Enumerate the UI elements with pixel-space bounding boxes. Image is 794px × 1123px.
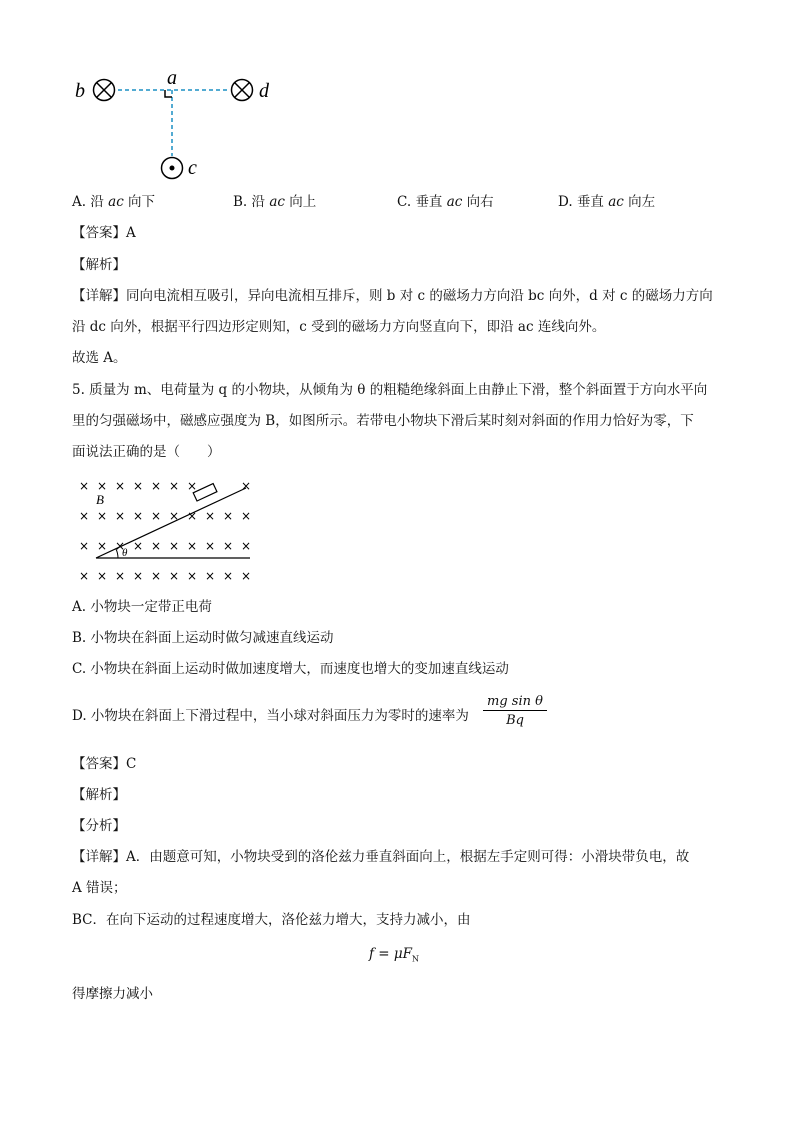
q4-option-d: D. 垂直 ac 向左 [558, 194, 656, 210]
field-label-b: B [96, 492, 104, 507]
q4-detail-line-2: 沿 dc 向外，根据平行四边形定则知，c 受到的磁场力方向竖直向下，即沿 ac 连线向外。 [72, 319, 606, 335]
q5-option-b: B. 小物块在斜面上运动时做匀减速直线运动 [72, 630, 334, 646]
field-cross: × [150, 509, 162, 523]
field-cross: × [222, 509, 234, 523]
q5-analysis-heading: 【解析】 [72, 787, 126, 803]
field-cross: × [222, 569, 234, 583]
field-cross: × [114, 509, 126, 523]
field-cross: × [168, 569, 180, 583]
field-cross: × [186, 509, 198, 523]
q4-detail-line-1: 【详解】同向电流相互吸引，异向电流相互排斥，则 b 对 c 的磁场力方向沿 bc 向外，d 对 c 的磁场力方向 [72, 288, 713, 304]
field-cross: × [132, 569, 144, 583]
field-cross: × [96, 509, 108, 523]
incline-magnetic-field-diagram [74, 474, 254, 582]
field-cross-marks [79, 479, 251, 583]
q5-option-d-fraction [483, 694, 547, 728]
q5-stem-line-2: 里的匀强磁场中，磁感应强度为 B，如图所示。若带电小物块下滑后某时刻对斜面的作用力恰好为零，下 [72, 413, 694, 429]
label-b: b [75, 80, 85, 102]
field-cross: × [96, 479, 108, 493]
q5-detail-line-2: A 错误； [72, 880, 127, 896]
field-cross: × [114, 539, 126, 553]
q5-option-d: D. 小物块在斜面上下滑过程中，当小球对斜面压力为零时的速率为 [72, 708, 469, 724]
q5-detail-line-3: BC．在向下运动的过程速度增大，洛伦兹力增大，支持力减小，由 [72, 912, 471, 928]
q4-option-c: C. 垂直 ac 向右 [397, 194, 494, 210]
field-cross: × [132, 539, 144, 553]
field-cross: × [96, 539, 108, 553]
field-cross: × [240, 509, 252, 523]
field-cross: × [150, 569, 162, 583]
fraction-numerator: mg sin θ [483, 694, 547, 711]
q5-detail-line-4: 得摩擦力减小 [72, 986, 153, 1002]
field-cross: × [186, 569, 198, 583]
field-cross: × [78, 569, 90, 583]
field-cross: × [186, 479, 198, 493]
wire-b-into-page-icon [94, 80, 115, 101]
wire-c-out-of-page-icon [162, 158, 183, 179]
q5-fenxi-heading: 【分析】 [72, 818, 126, 834]
q4-analysis-heading: 【解析】 [72, 257, 126, 273]
field-cross: × [204, 569, 216, 583]
q5-detail-line-1: 【详解】A．由题意可知，小物块受到的洛伦兹力垂直斜面向上，根据左手定则可得：小滑块带负电，故 [72, 849, 690, 865]
field-cross: × [114, 569, 126, 583]
field-cross: × [114, 479, 126, 493]
field-cross: × [78, 539, 90, 553]
current-diagram [70, 64, 290, 188]
field-cross: × [132, 479, 144, 493]
field-cross: × [96, 569, 108, 583]
q5-stem-line-1: 5. 质量为 m、电荷量为 q 的小物块，从倾角为 θ 的粗糙绝缘斜面上由静止下滑，整个斜面置于方向水平向 [72, 382, 708, 398]
wire-d-into-page-icon [232, 80, 253, 101]
q4-answer: 【答案】A [72, 225, 136, 241]
right-angle-mark [165, 90, 172, 97]
q4-option-b: B. 沿 ac 向上 [233, 194, 317, 210]
field-cross: × [240, 479, 252, 493]
field-cross: × [204, 509, 216, 523]
fraction-denominator: Bq [506, 713, 524, 728]
label-c: c [188, 157, 197, 179]
q5-option-c: C. 小物块在斜面上运动时做加速度增大，而速度也增大的变加速直线运动 [72, 661, 509, 677]
field-cross: × [168, 539, 180, 553]
field-cross: × [204, 539, 216, 553]
label-a: a [167, 67, 177, 89]
field-cross: × [168, 479, 180, 493]
field-cross: × [150, 479, 162, 493]
field-cross: × [132, 509, 144, 523]
field-cross: × [78, 479, 90, 493]
field-cross: × [240, 569, 252, 583]
q4-option-a: A. 沿 ac 向下 [72, 194, 156, 210]
q5-option-a: A. 小物块一定带正电荷 [72, 599, 212, 615]
field-cross: × [168, 509, 180, 523]
field-cross: × [240, 539, 252, 553]
friction-formula: $f = \mu F_N$ [369, 946, 420, 964]
q5-stem-line-3: 面说法正确的是（ ） [72, 444, 221, 460]
angle-label: θ [122, 547, 128, 559]
label-d: d [259, 80, 269, 102]
field-cross: × [150, 539, 162, 553]
q5-answer: 【答案】C [72, 756, 137, 772]
field-cross: × [78, 509, 90, 523]
field-cross: × [222, 539, 234, 553]
field-cross: × [186, 539, 198, 553]
q4-conclusion: 故选 A。 [72, 350, 127, 366]
